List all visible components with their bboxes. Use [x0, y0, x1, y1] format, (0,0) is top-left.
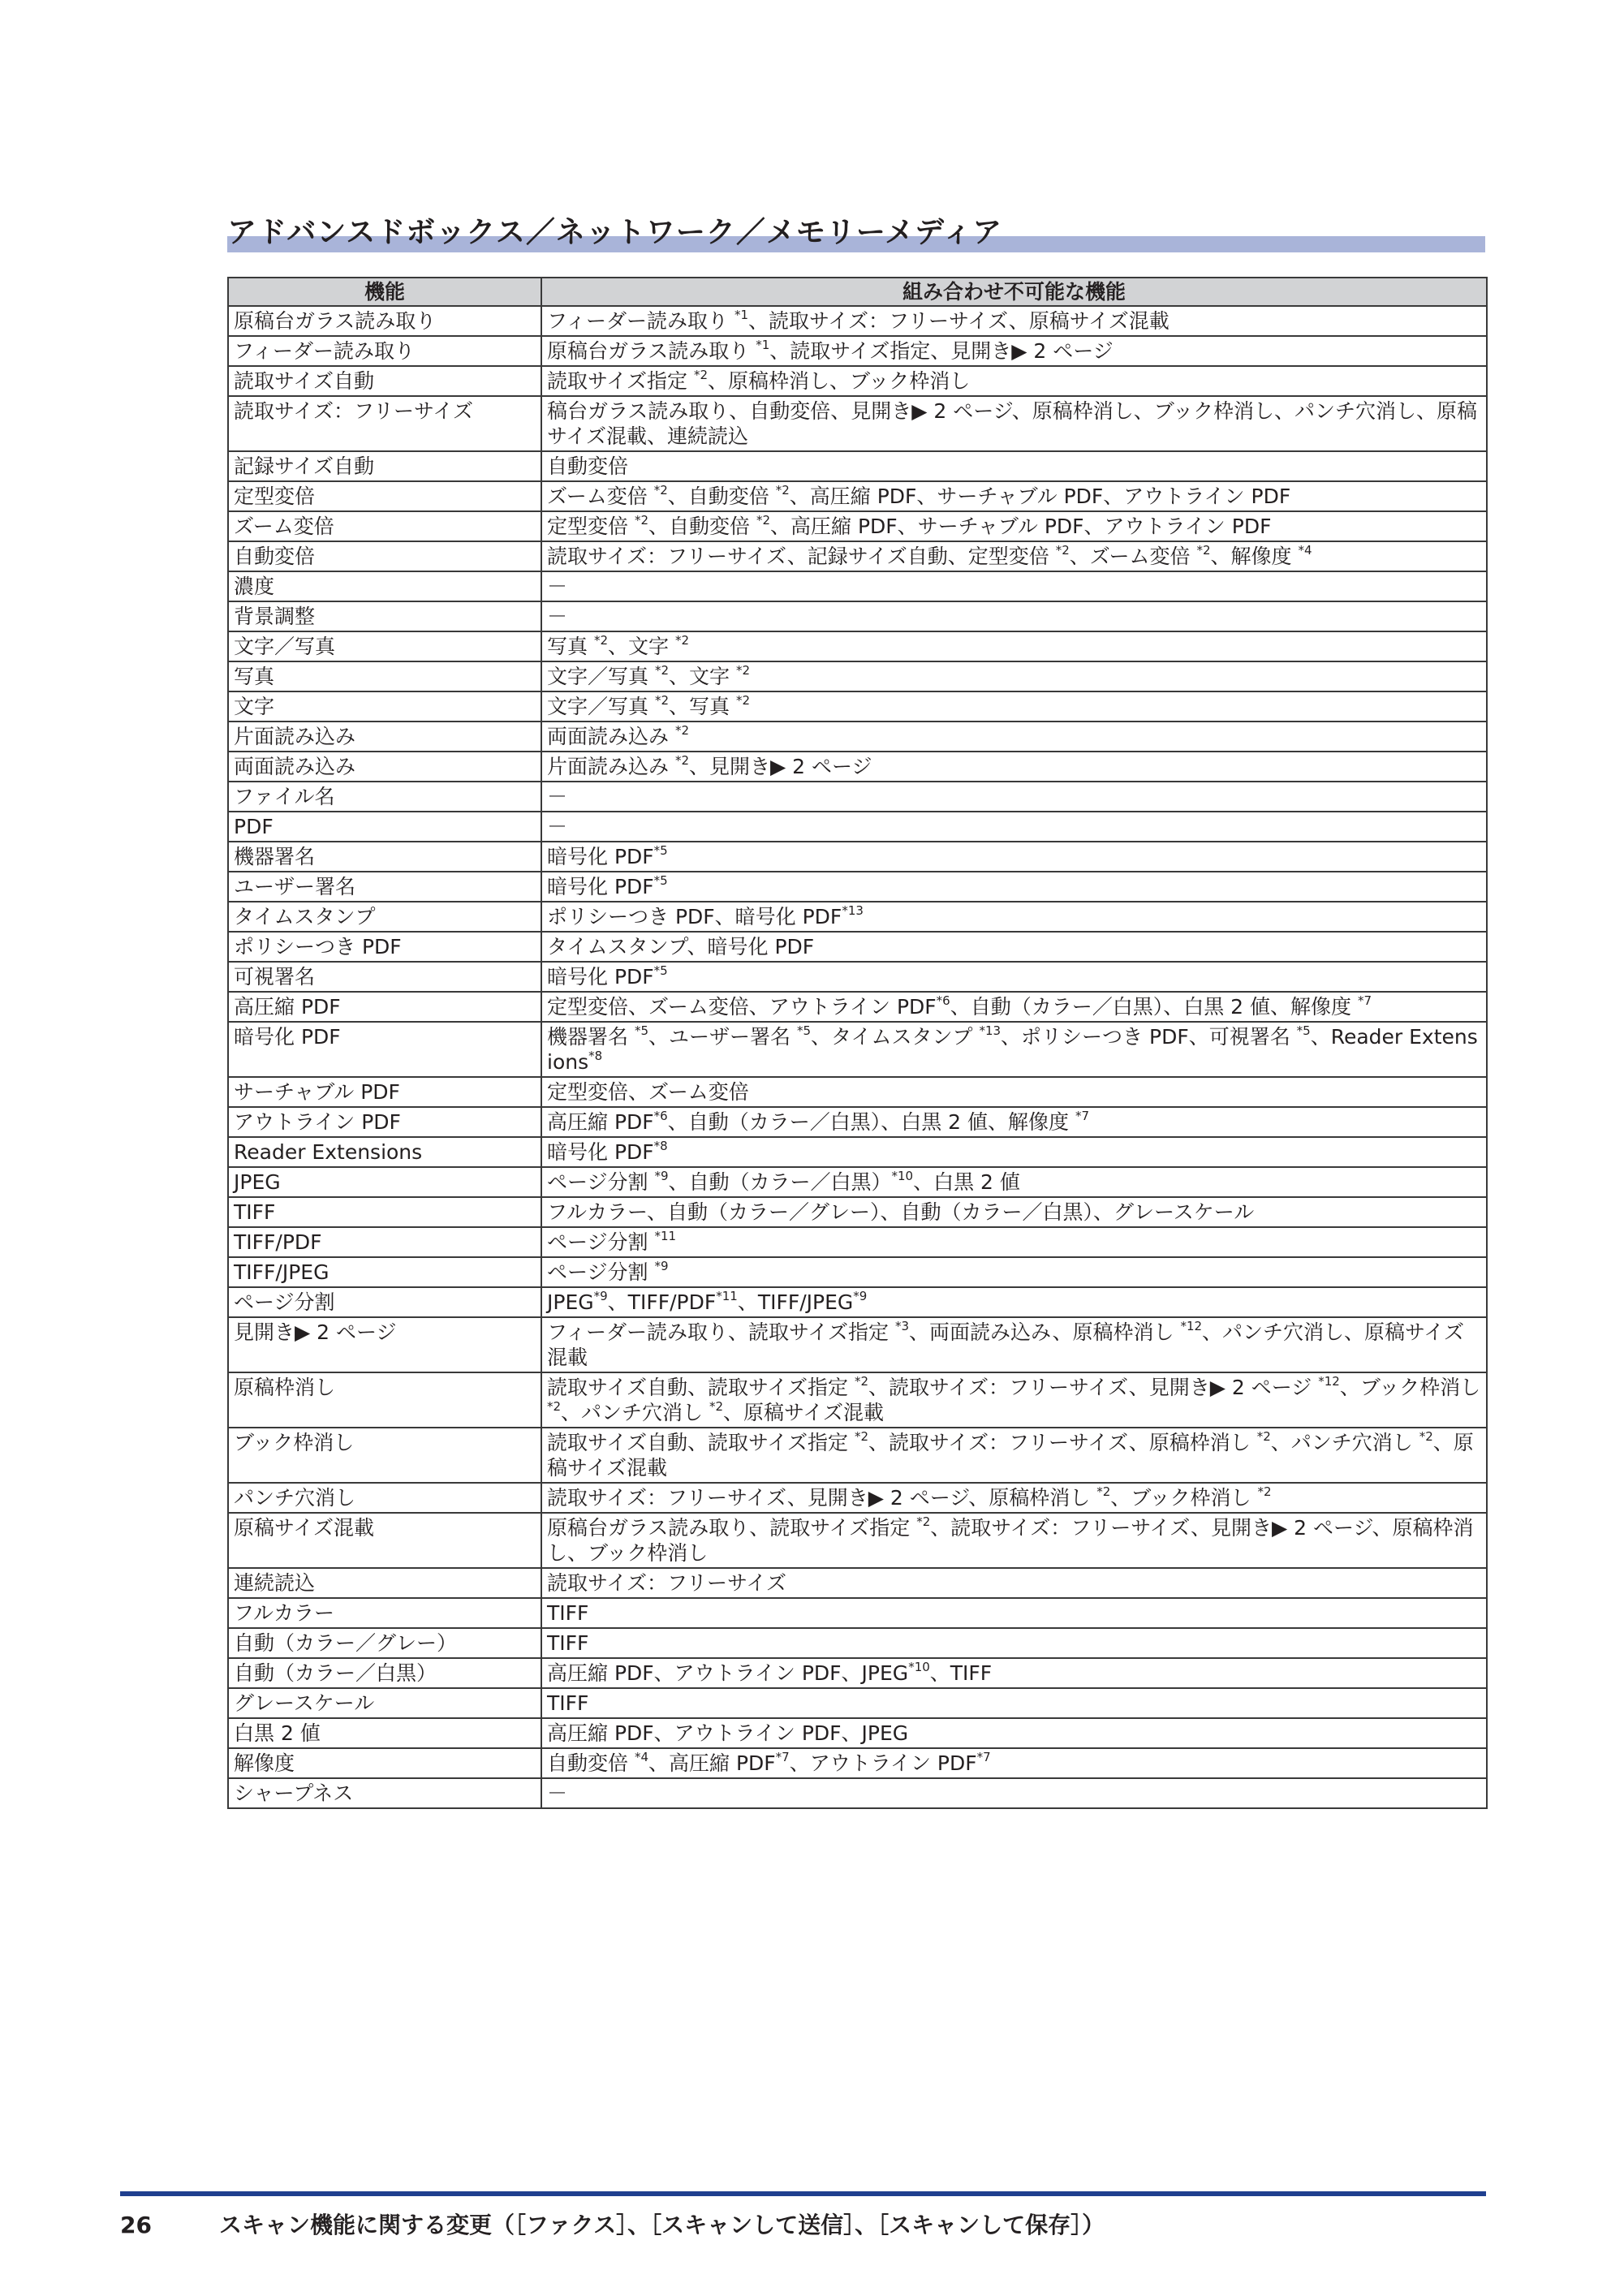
- cell-text: 、原稿サイズ混載: [547, 1431, 1474, 1480]
- function-cell: 暗号化 PDF: [228, 1022, 541, 1077]
- footnote-ref: *10: [891, 1168, 914, 1183]
- cell-text: フィーダー読み取り: [547, 309, 734, 333]
- table-row: [228, 481, 1487, 511]
- function-cell: TIFF/JPEG: [228, 1257, 541, 1287]
- footnote-ref: *5: [634, 1023, 648, 1038]
- incompatible-cell: [541, 1778, 1487, 1808]
- cell-text: 、自動（カラー／白黒）、白黒 2 値、解像度: [950, 995, 1358, 1019]
- page-number: 26: [120, 2212, 152, 2238]
- footnote-ref: *12: [1318, 1373, 1340, 1389]
- footer-rule: [120, 2191, 1486, 2196]
- cell-text: JPEG: [547, 1290, 594, 1314]
- footnote-ref: *7: [1075, 1108, 1089, 1123]
- cell-text: 、パンチ穴消し: [561, 1401, 709, 1424]
- cell-text: 、文字: [608, 635, 675, 658]
- incompatible-cell: [541, 511, 1487, 541]
- footnote-ref: *2: [654, 662, 669, 678]
- footnote-ref: *13: [979, 1023, 1002, 1038]
- table-row: [228, 511, 1487, 541]
- function-cell: 定型変倍: [228, 481, 541, 511]
- incompatible-cell: [541, 571, 1487, 601]
- cell-text: 、読取サイズ：フリーサイズ、原稿サイズ混載: [748, 309, 1170, 333]
- footnote-ref: *8: [653, 1138, 668, 1153]
- footnote-ref: *4: [634, 1749, 648, 1764]
- incompatible-cell: [541, 1688, 1487, 1718]
- footnote-ref: *4: [1298, 542, 1312, 558]
- function-cell: 高圧縮 PDF: [228, 992, 541, 1022]
- function-cell: シャープネス: [228, 1778, 541, 1808]
- incompatible-cell: [541, 1137, 1487, 1167]
- table-header-row: [228, 278, 1487, 306]
- function-cell: 背景調整: [228, 601, 541, 631]
- cell-text: 機器署名: [547, 1025, 635, 1049]
- cell-text: 両面読み込み: [547, 725, 675, 748]
- footnote-ref: *2: [547, 1398, 562, 1414]
- table-row: [228, 752, 1487, 782]
- incompatible-cell: [541, 336, 1487, 366]
- incompatible-functions-table: [227, 277, 1488, 1809]
- table-row: [228, 1227, 1487, 1257]
- cell-text: TIFF: [547, 1691, 589, 1715]
- cell-text: フィーダー読み取り、読取サイズ指定: [547, 1320, 895, 1344]
- function-cell: 機器署名: [228, 842, 541, 872]
- cell-text: 自動変倍: [547, 454, 629, 478]
- table-row: [228, 1483, 1487, 1513]
- cell-text: 、自動（カラー／白黒）: [668, 1170, 892, 1194]
- function-cell: グレースケール: [228, 1688, 541, 1718]
- cell-text: 、読取サイズ指定、見開き▶ 2 ページ: [769, 339, 1114, 363]
- table-row: [228, 1372, 1487, 1428]
- incompatible-cell: [541, 306, 1487, 336]
- cell-text: －: [547, 1781, 568, 1805]
- footnote-ref: *8: [588, 1048, 603, 1063]
- function-cell: ブック枠消し: [228, 1428, 541, 1483]
- cell-text: 、自動変倍: [648, 515, 756, 538]
- cell-text: 、高圧縮 PDF: [648, 1751, 776, 1775]
- incompatible-cell: [541, 601, 1487, 631]
- cell-text: 、TIFF/PDF: [607, 1290, 717, 1314]
- footnote-ref: *10: [908, 1659, 930, 1674]
- function-cell: フルカラー: [228, 1598, 541, 1628]
- table-row: [228, 782, 1487, 812]
- cell-text: 、解像度: [1210, 545, 1299, 568]
- function-cell: 読取サイズ自動: [228, 366, 541, 396]
- footnote-ref: *11: [654, 1228, 677, 1243]
- incompatible-cell: [541, 842, 1487, 872]
- table-row: [228, 1317, 1487, 1372]
- table-row: [228, 962, 1487, 992]
- table-row: [228, 932, 1487, 962]
- footnote-ref: *2: [674, 752, 689, 768]
- cell-text: －: [547, 815, 568, 838]
- footer-chapter-title: スキャン機能に関する変更（［ファクス］、［スキャンして送信］、［スキャンして保存］）: [219, 2212, 1105, 2238]
- cell-text: 文字／写真: [547, 665, 655, 688]
- table-row: [228, 451, 1487, 481]
- cell-text: 読取サイズ：フリーサイズ、記録サイズ自動、定型変倍: [547, 545, 1056, 568]
- table-row: [228, 1513, 1487, 1568]
- cell-text: ズーム変倍: [547, 485, 654, 508]
- function-cell: パンチ穴消し: [228, 1483, 541, 1513]
- footnote-ref: *7: [976, 1749, 991, 1764]
- footnote-ref: *7: [775, 1749, 790, 1764]
- cell-text: 、ユーザー署名: [648, 1025, 797, 1049]
- cell-text: 、見開き▶ 2 ページ: [689, 755, 872, 778]
- function-cell: 原稿台ガラス読み取り: [228, 306, 541, 336]
- table-row: [228, 1428, 1487, 1483]
- cell-text: TIFF: [547, 1631, 589, 1655]
- table-row: [228, 631, 1487, 661]
- incompatible-cell: [541, 1167, 1487, 1197]
- footnote-ref: *1: [756, 337, 770, 352]
- footnote-ref: *2: [1096, 1484, 1111, 1499]
- table-row: [228, 396, 1487, 451]
- cell-text: 読取サイズ指定: [547, 369, 694, 393]
- footnote-ref: *6: [936, 993, 950, 1008]
- function-cell: アウトライン PDF: [228, 1107, 541, 1137]
- footnote-ref: *5: [653, 872, 668, 888]
- cell-text: 、両面読み込み、原稿枠消し: [909, 1320, 1181, 1344]
- incompatible-cell: [541, 1022, 1487, 1077]
- cell-text: ポリシーつき PDF、暗号化 PDF: [547, 905, 842, 928]
- incompatible-cell: [541, 1077, 1487, 1107]
- table-row: [228, 1137, 1487, 1167]
- table-row: [228, 1658, 1487, 1688]
- function-cell: 自動（カラー／白黒）: [228, 1658, 541, 1688]
- cell-text: 、高圧縮 PDF、サーチャブル PDF、アウトライン PDF: [789, 485, 1291, 508]
- cell-text: 、高圧縮 PDF、サーチャブル PDF、アウトライン PDF: [770, 515, 1272, 538]
- table-row: [228, 992, 1487, 1022]
- cell-text: 暗号化 PDF: [547, 1140, 654, 1164]
- incompatible-cell: [541, 366, 1487, 396]
- table-row: [228, 541, 1487, 571]
- table-row: [228, 1628, 1487, 1658]
- function-cell: 原稿枠消し: [228, 1372, 541, 1428]
- function-cell: 写真: [228, 661, 541, 691]
- incompatible-cell: [541, 992, 1487, 1022]
- footnote-ref: *2: [1257, 1484, 1272, 1499]
- cell-text: 、パンチ穴消し、原稿サイズ混載: [547, 1320, 1465, 1369]
- footnote-ref: *2: [854, 1428, 868, 1444]
- section-heading: [227, 213, 1485, 256]
- cell-text: －: [547, 785, 568, 808]
- cell-text: 稿台ガラス読み取り、自動変倍、見開き▶ 2 ページ、原稿枠消し、ブック枠消し、パンチ穴消し、原稿サイズ混載、連続読込: [547, 399, 1478, 448]
- footnote-ref: *5: [1296, 1023, 1311, 1038]
- function-cell: 読取サイズ：フリーサイズ: [228, 396, 541, 451]
- cell-text: 、TIFF/JPEG: [737, 1290, 854, 1314]
- footnote-ref: *2: [916, 1514, 931, 1529]
- incompatible-cell: [541, 1513, 1487, 1568]
- table-row: [228, 1778, 1487, 1808]
- incompatible-cell: [541, 396, 1487, 451]
- table-row: [228, 1107, 1487, 1137]
- cell-text: 、自動（カラー／白黒）、白黒 2 値、解像度: [667, 1110, 1075, 1134]
- cell-text: 暗号化 PDF: [547, 965, 654, 989]
- incompatible-cell: [541, 1107, 1487, 1137]
- table-row: [228, 571, 1487, 601]
- cell-text: 読取サイズ自動、読取サイズ指定: [547, 1376, 855, 1399]
- footnote-ref: *2: [674, 722, 689, 738]
- function-cell: ポリシーつき PDF: [228, 932, 541, 962]
- table-row: [228, 1257, 1487, 1287]
- incompatible-cell: [541, 1598, 1487, 1628]
- footnote-ref: *2: [709, 1398, 724, 1414]
- incompatible-cell: [541, 962, 1487, 992]
- footnote-ref: *2: [756, 512, 770, 528]
- footnote-ref: *5: [653, 963, 668, 978]
- incompatible-cell: [541, 631, 1487, 661]
- footnote-ref: *2: [854, 1373, 868, 1389]
- cell-text: －: [547, 605, 568, 628]
- incompatible-cell: [541, 1227, 1487, 1257]
- table-row: [228, 1718, 1487, 1748]
- cell-text: 、パンチ穴消し: [1270, 1431, 1419, 1454]
- cell-text: 高圧縮 PDF、アウトライン PDF、JPEG: [547, 1661, 909, 1685]
- incompatible-cell: [541, 1257, 1487, 1287]
- table-row: [228, 306, 1487, 336]
- footnote-ref: *2: [1256, 1428, 1271, 1444]
- table-row: [228, 1598, 1487, 1628]
- cell-text: 、Reader Extensions: [547, 1025, 1478, 1074]
- cell-text: 、原稿枠消し、ブック枠消し: [708, 369, 971, 393]
- cell-text: 、ズーム変倍: [1069, 545, 1197, 568]
- table-row: [228, 336, 1487, 366]
- incompatible-cell: [541, 1483, 1487, 1513]
- incompatible-cell: [541, 1287, 1487, 1317]
- function-cell: TIFF: [228, 1197, 541, 1227]
- cell-text: TIFF: [547, 1601, 589, 1625]
- cell-text: 、原稿サイズ混載: [723, 1401, 885, 1424]
- cell-text: 、文字: [669, 665, 736, 688]
- table-row: [228, 1287, 1487, 1317]
- incompatible-cell: [541, 451, 1487, 481]
- table-row: [228, 1688, 1487, 1718]
- incompatible-cell: [541, 1372, 1487, 1428]
- function-cell: 記録サイズ自動: [228, 451, 541, 481]
- footnote-ref: *2: [735, 662, 750, 678]
- function-cell: フィーダー読み取り: [228, 336, 541, 366]
- cell-text: 高圧縮 PDF、アウトライン PDF、JPEG: [547, 1721, 909, 1745]
- incompatible-cell: [541, 1568, 1487, 1598]
- table-row: [228, 1568, 1487, 1598]
- function-cell: 白黒 2 値: [228, 1718, 541, 1748]
- cell-text: 、ブック枠消し: [1110, 1486, 1258, 1510]
- table-row: [228, 601, 1487, 631]
- table-row: [228, 1167, 1487, 1197]
- cell-text: 定型変倍: [547, 515, 635, 538]
- footnote-ref: *5: [796, 1023, 811, 1038]
- cell-text: 、自動変倍: [667, 485, 776, 508]
- incompatible-cell: [541, 1658, 1487, 1688]
- function-cell: ズーム変倍: [228, 511, 541, 541]
- cell-text: 自動変倍: [547, 1751, 635, 1775]
- footnote-ref: *2: [735, 692, 750, 708]
- footnote-ref: *2: [653, 482, 668, 498]
- section-title: アドバンスドボックス／ネットワーク／メモリーメディア: [227, 216, 1003, 249]
- cell-text: 読取サイズ：フリーサイズ: [547, 1571, 787, 1595]
- footnote-ref: *1: [734, 307, 748, 322]
- function-cell: サーチャブル PDF: [228, 1077, 541, 1107]
- footnote-ref: *9: [853, 1288, 868, 1303]
- footnote-ref: *2: [1055, 542, 1070, 558]
- footnote-ref: *6: [653, 1108, 668, 1123]
- table-row: [228, 812, 1487, 842]
- incompatible-cell: [541, 541, 1487, 571]
- cell-text: －: [547, 575, 568, 598]
- cell-text: ページ分割: [547, 1260, 655, 1284]
- table-row: [228, 1022, 1487, 1077]
- footnote-ref: *2: [1196, 542, 1211, 558]
- function-cell: 可視署名: [228, 962, 541, 992]
- incompatible-cell: [541, 661, 1487, 691]
- incompatible-cell: [541, 752, 1487, 782]
- function-cell: 片面読み込み: [228, 722, 541, 752]
- incompatible-cell: [541, 1628, 1487, 1658]
- footnote-ref: *7: [1357, 993, 1372, 1008]
- column-header-function: 機能: [228, 278, 541, 306]
- footnote-ref: *13: [842, 902, 864, 918]
- cell-text: 、タイムスタンプ: [811, 1025, 980, 1049]
- cell-text: 、アウトライン PDF: [789, 1751, 977, 1775]
- table-row: [228, 1748, 1487, 1778]
- cell-text: 高圧縮 PDF: [547, 1110, 654, 1134]
- footnote-ref: *2: [1419, 1428, 1433, 1444]
- table-row: [228, 872, 1487, 902]
- function-cell: 自動（カラー／グレー）: [228, 1628, 541, 1658]
- column-header-incompatible: 組み合わせ不可能な機能: [541, 278, 1487, 306]
- footnote-ref: *2: [654, 692, 669, 708]
- cell-text: ページ分割: [547, 1230, 655, 1254]
- table-row: [228, 1197, 1487, 1227]
- footnote-ref: *3: [894, 1318, 909, 1333]
- incompatible-cell: [541, 1718, 1487, 1748]
- footnote-ref: *2: [693, 367, 708, 382]
- table-row: [228, 1077, 1487, 1107]
- function-cell: 連続読込: [228, 1568, 541, 1598]
- cell-text: 定型変倍、ズーム変倍: [547, 1080, 749, 1104]
- function-cell: 原稿サイズ混載: [228, 1513, 541, 1568]
- footnote-ref: *2: [593, 632, 608, 648]
- cell-text: 、ポリシーつき PDF、可視署名: [1001, 1025, 1297, 1049]
- table-row: [228, 661, 1487, 691]
- cell-text: 定型変倍、ズーム変倍、アウトライン PDF: [547, 995, 937, 1019]
- table-row: [228, 842, 1487, 872]
- cell-text: 、ブック枠消し: [1339, 1376, 1481, 1399]
- incompatible-cell: [541, 1197, 1487, 1227]
- incompatible-cell: [541, 902, 1487, 932]
- cell-text: 、TIFF: [929, 1661, 993, 1685]
- cell-text: 写真: [547, 635, 594, 658]
- incompatible-cell: [541, 1748, 1487, 1778]
- cell-text: 、読取サイズ：フリーサイズ、原稿枠消し: [868, 1431, 1257, 1454]
- footnote-ref: *9: [593, 1288, 608, 1303]
- function-cell: タイムスタンプ: [228, 902, 541, 932]
- table-row: [228, 366, 1487, 396]
- incompatible-cell: [541, 812, 1487, 842]
- function-cell: ユーザー署名: [228, 872, 541, 902]
- function-cell: 両面読み込み: [228, 752, 541, 782]
- incompatible-cell: [541, 722, 1487, 752]
- table-row: [228, 902, 1487, 932]
- function-cell: ページ分割: [228, 1287, 541, 1317]
- function-cell: 文字: [228, 691, 541, 722]
- cell-text: 原稿台ガラス読み取り、読取サイズ指定: [547, 1516, 917, 1540]
- function-cell: 解像度: [228, 1748, 541, 1778]
- footnote-ref: *9: [654, 1258, 669, 1273]
- footnote-ref: *9: [654, 1168, 669, 1183]
- function-cell: 見開き▶ 2 ページ: [228, 1317, 541, 1372]
- incompatible-cell: [541, 691, 1487, 722]
- footnote-ref: *5: [653, 842, 668, 858]
- cell-text: フルカラー、自動（カラー／グレー）、自動（カラー／白黒）、グレースケール: [547, 1200, 1255, 1224]
- footnote-ref: *12: [1180, 1318, 1203, 1333]
- cell-text: 原稿台ガラス読み取り: [547, 339, 756, 363]
- footnote-ref: *11: [716, 1288, 738, 1303]
- incompatible-cell: [541, 1428, 1487, 1483]
- footnote-ref: *2: [775, 482, 790, 498]
- function-cell: TIFF/PDF: [228, 1227, 541, 1257]
- cell-text: 片面読み込み: [547, 755, 675, 778]
- function-cell: Reader Extensions: [228, 1137, 541, 1167]
- cell-text: 、白黒 2 値: [913, 1170, 1020, 1194]
- incompatible-cell: [541, 481, 1487, 511]
- footnote-ref: *2: [674, 632, 689, 648]
- table-row: [228, 722, 1487, 752]
- incompatible-cell: [541, 782, 1487, 812]
- cell-text: タイムスタンプ、暗号化 PDF: [547, 935, 815, 958]
- table-row: [228, 691, 1487, 722]
- cell-text: 、読取サイズ：フリーサイズ、見開き▶ 2 ページ: [868, 1376, 1319, 1399]
- incompatible-cell: [541, 872, 1487, 902]
- footnote-ref: *2: [634, 512, 648, 528]
- function-cell: 濃度: [228, 571, 541, 601]
- table-body: [228, 306, 1487, 1808]
- cell-text: 読取サイズ：フリーサイズ、見開き▶ 2 ページ、原稿枠消し: [547, 1486, 1097, 1510]
- cell-text: 読取サイズ自動、読取サイズ指定: [547, 1431, 855, 1454]
- cell-text: 暗号化 PDF: [547, 845, 654, 868]
- function-cell: 文字／写真: [228, 631, 541, 661]
- function-cell: ファイル名: [228, 782, 541, 812]
- incompatible-cell: [541, 1317, 1487, 1372]
- cell-text: 、読取サイズ：フリーサイズ、見開き▶ 2 ページ、原稿枠消し、ブック枠消し: [547, 1516, 1474, 1565]
- cell-text: 文字／写真: [547, 695, 655, 718]
- function-cell: 自動変倍: [228, 541, 541, 571]
- incompatible-cell: [541, 932, 1487, 962]
- cell-text: ページ分割: [547, 1170, 655, 1194]
- function-cell: PDF: [228, 812, 541, 842]
- function-cell: JPEG: [228, 1167, 541, 1197]
- cell-text: 、写真: [669, 695, 736, 718]
- cell-text: 暗号化 PDF: [547, 875, 654, 898]
